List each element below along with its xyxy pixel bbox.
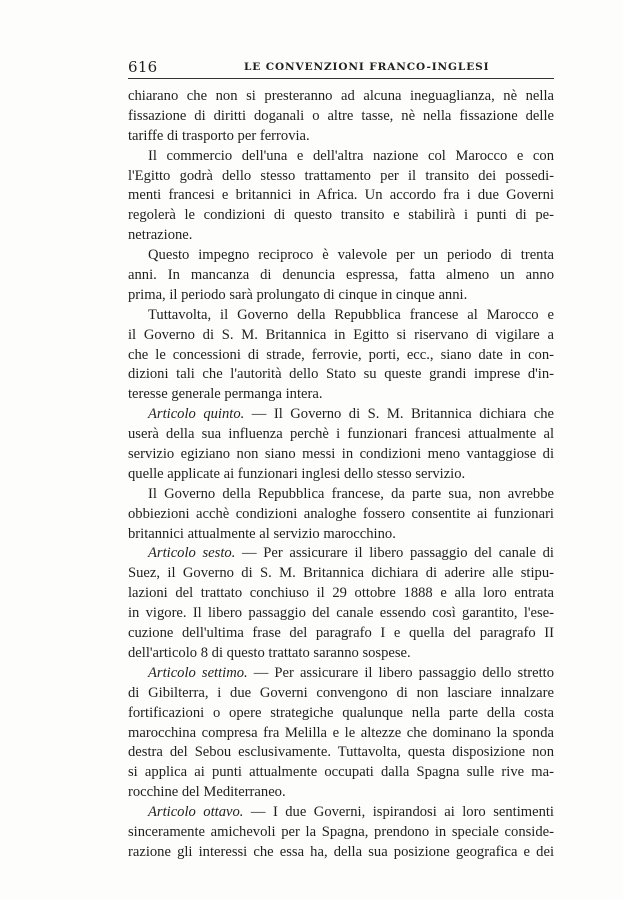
text-line: britannici attualmente al servizio marocchino. — [128, 525, 396, 542]
text-line — [128, 664, 554, 684]
article-lead: — Il Governo di S. M. Britannica dichiara che — [244, 406, 554, 423]
article-title: Articolo quinto. — [148, 406, 245, 423]
text-line: che le concessioni di strade, ferrovie, porti, ecc., siano date in con- — [128, 346, 554, 363]
text-line: menti francesi e britannici in Africa. Un accordo fra i due Governi — [128, 187, 554, 204]
text-line — [128, 405, 554, 425]
text-line: dizioni tali che l'autorità dello Stato su queste grandi imprese d'in- — [128, 366, 554, 383]
text-line: tariffe di trasporto per ferrovia. — [128, 127, 310, 144]
text-line: il Governo di S. M. Britannica in Egitto si riservano di vigilare a — [128, 326, 554, 343]
running-head: LE CONVENZIONI FRANCO-INGLESI — [244, 61, 490, 73]
text-line: Tuttavolta, il Governo della Repubblica francese al Marocco e — [148, 306, 554, 323]
text-line: in vigore. Il libero passaggio del canale essendo così garantito, l'ese- — [128, 605, 554, 622]
article-paragraph — [128, 544, 554, 663]
text-line: quelle applicate ai funzionari inglesi dello stesso servizio. — [128, 465, 466, 482]
paragraph — [128, 485, 554, 545]
article-lead: — I due Governi, ispirandosi ai loro sentimenti — [243, 804, 554, 821]
text-line: l'Egitto godrà dello stesso trattamento per il transito dei possedi- — [128, 167, 554, 184]
article-title: Articolo settimo. — [148, 664, 248, 681]
paragraph — [128, 306, 554, 405]
article-title: Articolo ottavo. — [148, 804, 244, 821]
article-lead: — Per assicurare il libero passaggio del canale di — [235, 545, 554, 562]
page-header — [128, 56, 554, 79]
text-line: servizio egiziano non siano messi in condizioni meno vantaggiose di — [128, 446, 554, 463]
text-line: cuzione dell'ultima frase del paragrafo I e quella del paragrafo II — [128, 625, 554, 642]
article-paragraph — [128, 803, 554, 863]
paragraph — [128, 246, 554, 306]
text-line: lazioni del trattato conchiuso il 29 ottobre 1888 e alla loro entrata — [128, 585, 554, 602]
text-line: teresse generale permanga intera. — [128, 386, 323, 403]
paragraph — [128, 147, 554, 246]
text-line: prima, il periodo sarà prolungato di cinque in cinque anni. — [128, 286, 468, 303]
article-paragraph — [128, 405, 554, 485]
text-line: regolerà le condizioni di questo transito e stabilirà i punti di pe- — [128, 207, 554, 224]
article-title: Articolo sesto. — [148, 545, 236, 562]
text-line: Questo impegno reciproco è valevole per un periodo di trenta — [148, 247, 554, 264]
text-line: fortificazioni o opere strategiche qualunque nella parte della costa — [128, 704, 554, 721]
text-line: di Gibilterra, i due Governi convengono di non lasciare innalzare — [128, 684, 554, 701]
text-line: si applica ai punti attualmente occupati dalla Spagna sulle rive ma- — [128, 764, 554, 781]
text-line: destra del Sebou esclusivamente. Tuttavolta, questa disposizione non — [128, 744, 554, 761]
article-lead: — Per assicurare il libero passaggio dello stretto — [247, 664, 554, 681]
text-line: chiarano che non si presteranno ad alcuna ineguaglianza, nè nella — [128, 88, 554, 104]
text-line — [128, 544, 554, 564]
text-line: Suez, il Governo di S. M. Britannica dichiara di aderire alle stipu- — [128, 565, 554, 582]
text-line: fissazione di diritti doganali o altre tasse, nè nella fissazione delle — [128, 107, 554, 124]
text-line: anni. In mancanza di denuncia espressa, fatta almeno un anno — [128, 267, 554, 284]
text-line: Il Governo della Repubblica francese, da parte sua, non avrebbe — [148, 485, 554, 502]
text-line: dell'articolo 8 di questo trattato saranno sospese. — [128, 644, 411, 661]
text-line: marocchina compresa fra Melilla e le altezze che dominano la sponda — [128, 724, 554, 741]
text-line: userà della sua influenza perchè i funzionari francesi attualmente al — [128, 426, 554, 443]
text-line: obbiezioni acchè condizioni analoghe fossero consentite ai funzionari — [128, 505, 554, 522]
page-number: 616 — [128, 58, 158, 76]
text-line: razione gli interessi che essa ha, della sua posizione geografica e dei — [128, 843, 554, 860]
body-text — [128, 87, 554, 863]
text-line: sinceramente amichevoli per la Spagna, prendono in speciale conside- — [128, 823, 554, 840]
text-line: Il commercio dell'una e dell'altra nazione col Marocco e con — [148, 147, 554, 164]
text-line — [128, 803, 554, 823]
text-line: rocchine del Mediterraneo. — [128, 784, 286, 801]
text-line: netrazione. — [128, 227, 193, 244]
paragraph — [128, 87, 554, 147]
article-paragraph — [128, 664, 554, 803]
